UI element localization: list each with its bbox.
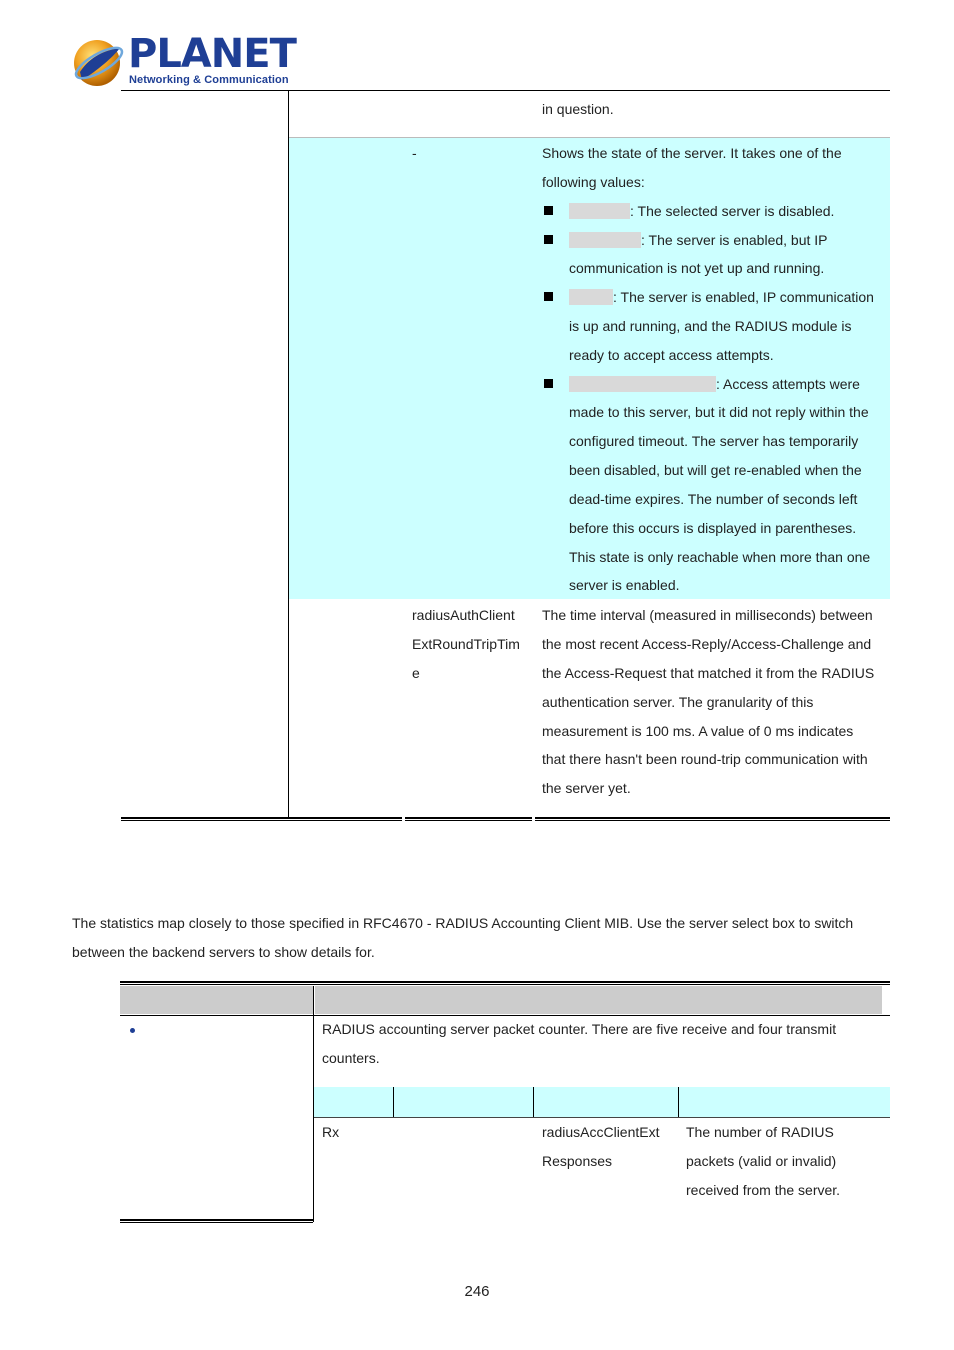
rtt-description-line: measurement is 100 ms. A value of 0 ms indicates [542,723,854,739]
state-item-line: is up and running, and the RADIUS module is [569,318,852,334]
state-value-highlight [569,203,630,219]
state-item-line: communication is not yet up and running. [569,260,825,276]
state-value-highlight [569,289,613,305]
rtt-description-line: the Access-Request that matched it from the RADIUS [542,665,875,681]
state-item-line: dead-time expires. The number of seconds left [569,491,858,507]
square-bullet-icon [544,292,553,301]
subtable-description-line: The number of RADIUS [686,1124,834,1140]
state-item-line: : The selected server is disabled. [630,203,835,219]
bullet-dot-icon [130,1028,135,1033]
table1-bottom-border [121,820,402,821]
subtable-mib-line: radiusAccClientExt [542,1124,660,1140]
rtt-description-line: authentication server. The granularity of this [542,694,814,710]
globe-icon [72,36,126,90]
square-bullet-icon [544,235,553,244]
subtable-header [314,1087,890,1117]
state-item-line: configured timeout. The server has temporarily [569,433,859,449]
packet-counter-description: counters. [322,1050,380,1066]
intro-paragraph-line: between the backend servers to show details for. [72,944,375,960]
logo-subtitle: Networking & Communication [129,74,289,86]
table2-header-description [315,986,882,1014]
state-item-line: server is enabled. [569,577,680,593]
subtable-header-divider [533,1087,534,1117]
table2-top-border [120,981,890,983]
state-mib-value: - [412,145,417,161]
table2-bottom-border [120,1222,313,1223]
table2-bottom-border [120,1219,313,1221]
table1-left-divider [288,91,289,819]
page-number: 246 [464,1283,490,1300]
table1-bottom-border [535,817,890,819]
state-item-line: before this occurs is displayed in parentheses. [569,520,857,536]
rtt-description-line: the most recent Access-Reply/Access-Challenge and [542,636,872,652]
subtable-direction: Rx [322,1124,340,1140]
state-item-line: ready to accept access attempts. [569,347,774,363]
state-item-line: been disabled, but will get re-enabled when the [569,462,862,478]
rtt-mib-line: radiusAuthClient [412,607,515,623]
table1-bottom-border [535,820,890,821]
packet-counter-description: RADIUS accounting server packet counter. There are five receive and four transmit [322,1021,837,1037]
subtable-mib-line: Responses [542,1153,613,1169]
state-item-line: : Access attempts were [716,376,860,392]
state-item-line: : The server is enabled, but IP [641,232,828,248]
state-item-line: made to this server, but it did not reply within the [569,404,869,420]
state-item-line: This state is only reachable when more than one [569,549,871,565]
logo-wordmark: PLANET [128,31,296,77]
rtt-mib-line: ExtRoundTripTim [412,636,520,652]
table2-top-border [120,984,890,985]
state-description-line: Shows the state of the server. It takes one of the [542,145,842,161]
table1-bottom-border [405,817,532,819]
state-value-highlight [569,376,716,392]
subtable-header-divider [393,1087,394,1117]
state-value-highlight [569,232,641,248]
table1-bottom-border [405,820,532,821]
subtable-description-line: packets (valid or invalid) [686,1153,837,1169]
square-bullet-icon [544,379,553,388]
state-item-line: : The server is enabled, IP communication [613,289,874,305]
rtt-description-line: the server yet. [542,780,631,796]
table1-top-border [121,90,890,91]
intro-paragraph-line: The statistics map closely to those specified in RFC4670 - RADIUS Accounting Client MIB. Use the server select box to switch [72,915,854,931]
state-description-line: following values: [542,174,645,190]
subtable-description-line: received from the server. [686,1182,841,1198]
rtt-description-line: that there hasn't been round-trip communication with [542,751,868,767]
rtt-mib-line: e [412,665,420,681]
square-bullet-icon [544,206,553,215]
table2-header-object [120,986,313,1014]
rtt-description-line: The time interval (measured in milliseconds) between [542,607,873,623]
table1-bottom-border [121,817,402,819]
row-top-description: in question. [542,101,614,117]
subtable-header-divider [678,1087,679,1117]
